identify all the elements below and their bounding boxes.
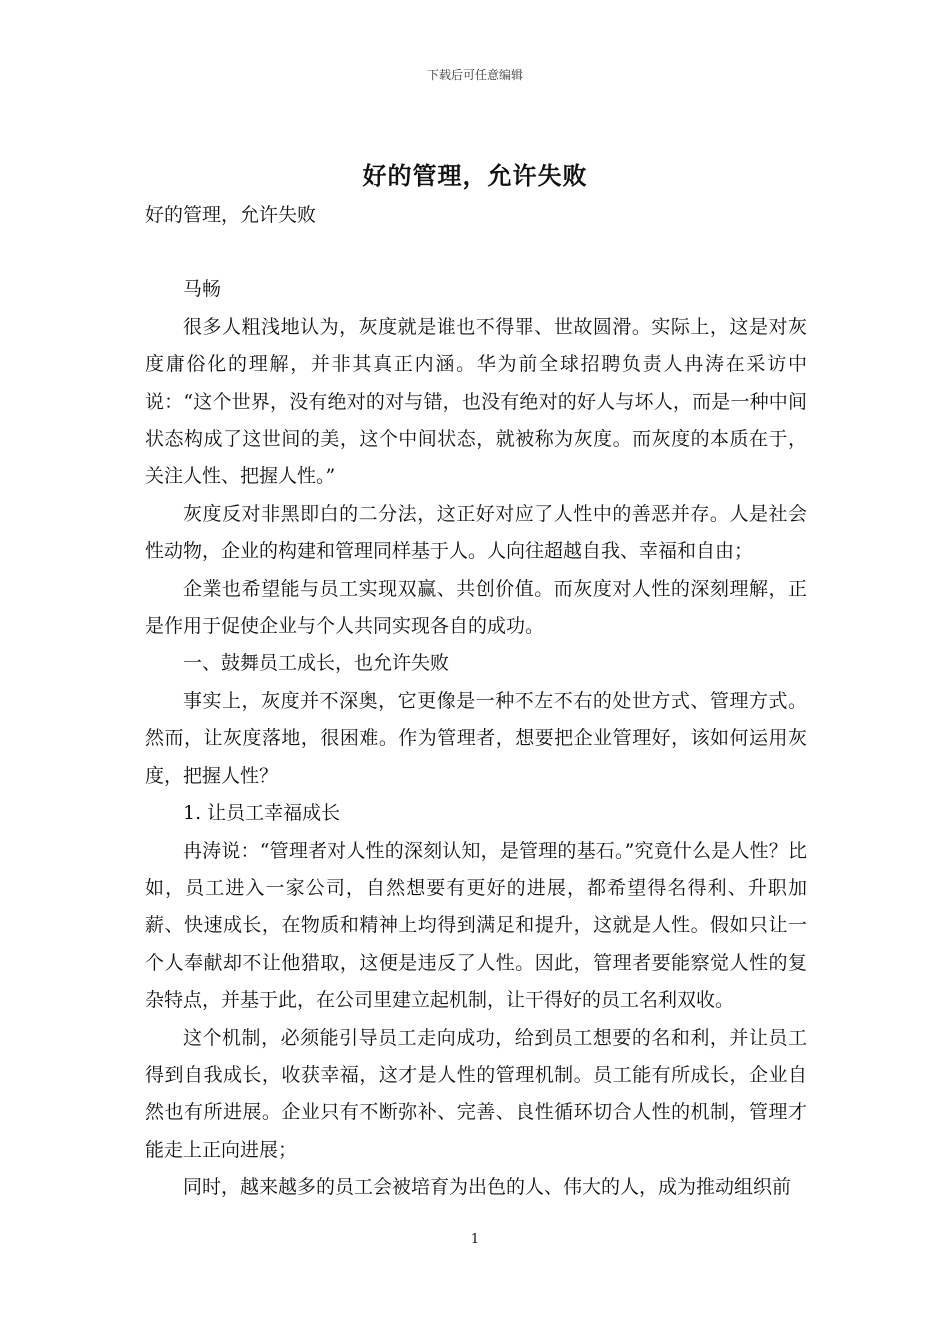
paragraph: 灰度反对非黑即白的二分法，这正好对应了人性中的善恶并存。人是社会性动物，企业的构建和管理同样基于人。人向往超越自我、幸福和自由； [145,502,807,563]
paragraph: 事实上，灰度并不深奥，它更像是一种不左不右的处世方式、管理方式。然而，让灰度落地，很困难。作为管理者，想要把企业管理好，该如何运用灰度，把握人性？ [145,689,807,787]
document-body [145,197,807,1207]
paragraph: 企業也希望能与员工实现双赢、共创价值。而灰度对人性的深刻理解，正是作用于促使企业与个人共同实现各自的成功。 [145,577,807,638]
blank-line [145,234,807,271]
subsection-heading: 1. 让员工幸福成长 [183,802,341,825]
author: 马畅 [183,278,222,301]
subtitle: 好的管理，允许失败 [145,204,317,226]
paragraph: 同时，越来越多的员工会被培育为出色的人、伟大的人，成为推动组织前 [183,1176,792,1199]
paragraph: 这个机制，必须能引导员工走向成功，给到员工想要的名和利，并让员工得到自我成长，收获幸福，这才是人性的管理机制。员工能有所成长，企业自然也有所进展。企业只有不断弥补、完善、良性循环切合人性的机制，管理才能走上正向进展； [145,1026,807,1161]
section-heading: 一、鼓舞员工成长，也允许失败 [183,652,450,675]
paragraph: 很多人粗浅地认为，灰度就是谁也不得罪、世故圆滑。实际上，这是对灰度庸俗化的理解，并非其真正内涵。华为前全球招聘负责人冉涛在采访中说：“这个世界，没有绝对的对与错，也没有绝对的好人与坏人，而是一种中间状态构成了这世间的美，这个中间状态，就被称为灰度。而灰度的本质在于，关注人性、把握人性。” [145,315,807,488]
paragraph: 冉涛说：“管理者对人性的深刻认知，是管理的基石。”究竟什么是人性？比如，员工进入一家公司，自然想要有更好的进展，都希望得名得利、升职加薪、快速成长，在物质和精神上均得到满足和提升，这就是人性。假如只让一个人奉献却不让他猎取，这便是违反了人性。因此，管理者要能察觉人性的复杂特点，并基于此，在公司里建立起机制，让干得好的员工名利双收。 [145,839,807,1012]
document-title: 好的管理，允许失败 [362,161,588,190]
page-number: 1 [470,1232,480,1247]
page-header: 下载后可任意编辑 [426,68,523,82]
